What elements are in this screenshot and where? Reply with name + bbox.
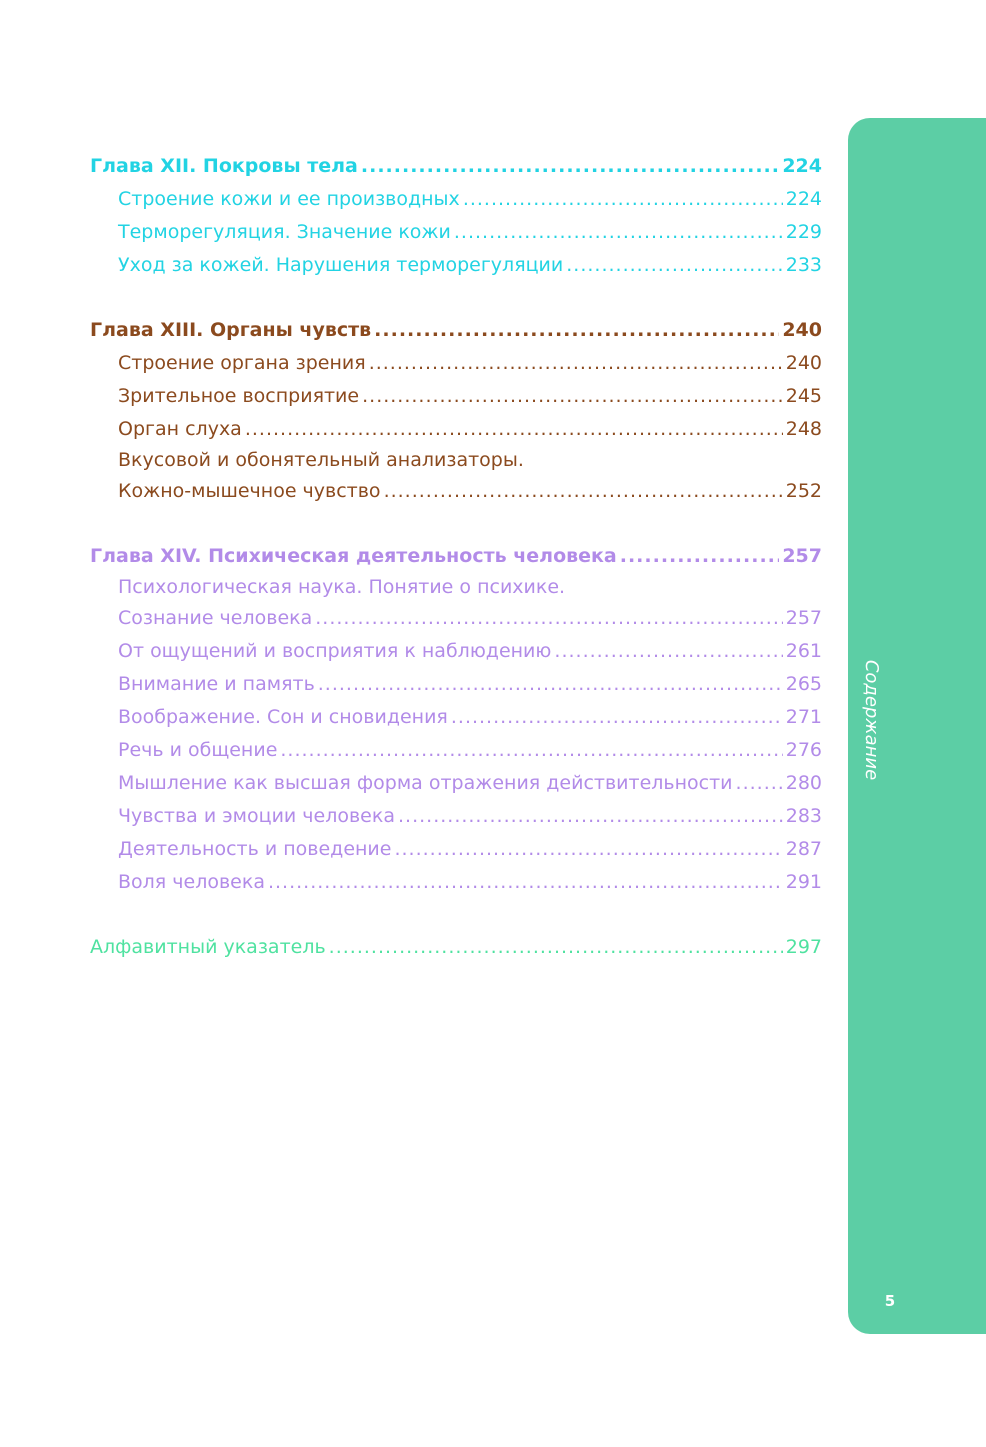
toc-title: Чувства и эмоции человека xyxy=(118,805,395,827)
toc-chapter-14[interactable] xyxy=(90,540,822,573)
toc-title: Мышление как высшая форма отражения действительности xyxy=(118,772,733,794)
toc-page: 265 xyxy=(785,673,822,695)
leader-dots xyxy=(329,931,783,964)
toc-title: Уход за кожей. Нарушения терморегуляции xyxy=(118,254,564,276)
leader-dots xyxy=(620,540,780,573)
section-label: Содержание xyxy=(861,659,882,781)
leader-dots xyxy=(451,701,783,734)
leader-dots xyxy=(736,767,783,800)
toc-page: 261 xyxy=(785,640,822,662)
toc-title: Орган слуха xyxy=(118,418,242,440)
toc-title: Деятельность и поведение xyxy=(118,838,392,860)
toc-item[interactable] xyxy=(90,183,822,216)
leader-dots xyxy=(554,635,782,668)
toc-page: 257 xyxy=(785,607,822,629)
toc-title: От ощущений и восприятия к наблюдению xyxy=(118,640,552,662)
toc-title: Зрительное восприятие xyxy=(118,385,360,407)
toc-item[interactable] xyxy=(90,249,822,282)
toc-title: Терморегуляция. Значение кожи xyxy=(118,221,451,243)
toc-item[interactable] xyxy=(90,380,822,413)
leader-dots xyxy=(454,216,783,249)
leader-dots xyxy=(361,150,779,183)
toc-page: 224 xyxy=(785,188,822,210)
toc-title: Глава XIV. Психическая деятельность человека xyxy=(90,545,617,567)
toc-item[interactable] xyxy=(90,635,822,668)
toc-title: Речь и общение xyxy=(118,739,278,761)
toc-page: 287 xyxy=(785,838,822,860)
toc-title-line2: Кожно-мышечное чувство xyxy=(118,480,381,502)
leader-dots xyxy=(463,183,783,216)
toc-page: 224 xyxy=(782,155,822,177)
toc-page: 280 xyxy=(785,772,822,794)
toc-item[interactable] xyxy=(90,701,822,734)
toc-item[interactable] xyxy=(90,347,822,380)
leader-dots xyxy=(315,602,782,635)
leader-dots xyxy=(394,833,782,866)
toc-title: Глава XII. Покровы тела xyxy=(90,155,358,177)
leader-dots xyxy=(280,734,782,767)
leader-dots xyxy=(374,314,779,347)
toc-item[interactable] xyxy=(90,216,822,249)
leader-dots xyxy=(268,866,783,899)
leader-dots xyxy=(384,475,783,508)
toc-page: 245 xyxy=(785,385,822,407)
toc-page: 240 xyxy=(782,319,822,341)
toc-title: Алфавитный указатель xyxy=(90,936,326,958)
toc-item[interactable] xyxy=(90,413,822,446)
toc-title-line1: Психологическая наука. Понятие о психике. xyxy=(118,576,566,598)
toc-item[interactable] xyxy=(90,833,822,866)
leader-dots xyxy=(245,413,783,446)
toc-chapter-12[interactable] xyxy=(90,150,822,183)
toc-title-line2: Сознание человека xyxy=(118,607,313,629)
toc-item[interactable] xyxy=(90,866,822,899)
toc-page: 291 xyxy=(785,871,822,893)
table-of-contents xyxy=(90,150,822,964)
toc-item[interactable] xyxy=(90,446,822,508)
toc-title: Воля человека xyxy=(118,871,265,893)
toc-page: 248 xyxy=(785,418,822,440)
leader-dots xyxy=(362,380,783,413)
toc-page: 229 xyxy=(785,221,822,243)
toc-item[interactable] xyxy=(90,800,822,833)
toc-page: 271 xyxy=(785,706,822,728)
toc-title: Строение органа зрения xyxy=(118,352,366,374)
toc-title: Воображение. Сон и сновидения xyxy=(118,706,448,728)
toc-page: 257 xyxy=(782,545,822,567)
toc-index[interactable] xyxy=(90,931,822,964)
page-number: 5 xyxy=(884,1292,896,1310)
toc-page: 233 xyxy=(785,254,822,276)
toc-page: 276 xyxy=(785,739,822,761)
toc-item[interactable] xyxy=(90,767,822,800)
toc-item[interactable] xyxy=(90,573,822,635)
toc-chapter-13[interactable] xyxy=(90,314,822,347)
leader-dots xyxy=(318,668,783,701)
toc-page: 252 xyxy=(785,480,822,502)
toc-title: Внимание и память xyxy=(118,673,315,695)
toc-page: 240 xyxy=(785,352,822,374)
leader-dots xyxy=(398,800,783,833)
leader-dots xyxy=(369,347,783,380)
toc-title-line1: Вкусовой и обонятельный анализаторы. xyxy=(118,449,524,471)
leader-dots xyxy=(566,249,782,282)
toc-page: 283 xyxy=(785,805,822,827)
toc-title: Строение кожи и ее производных xyxy=(118,188,460,210)
toc-title: Глава XIII. Органы чувств xyxy=(90,319,372,341)
toc-item[interactable] xyxy=(90,668,822,701)
toc-page: 297 xyxy=(785,936,822,958)
toc-item[interactable] xyxy=(90,734,822,767)
